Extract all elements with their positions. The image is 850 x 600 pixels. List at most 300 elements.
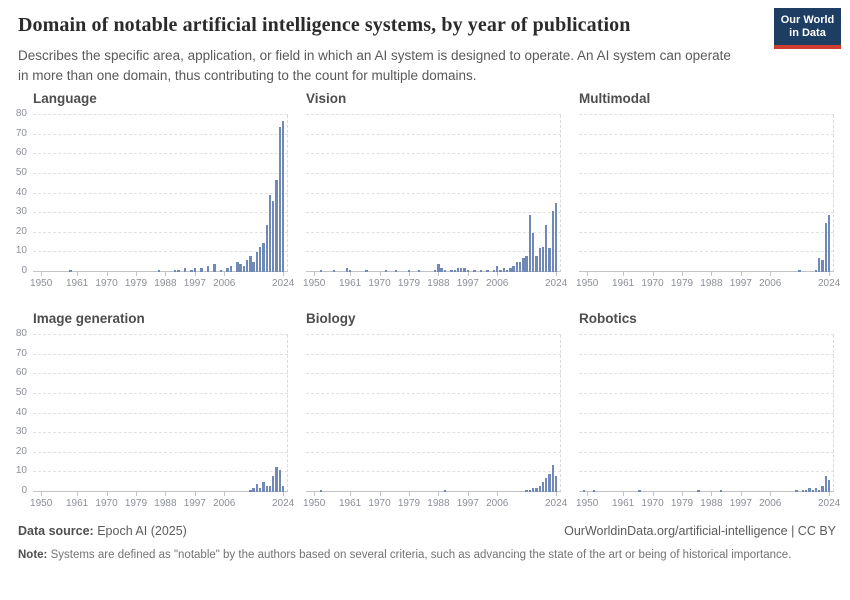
y-tick-label-60: 60 [15, 367, 27, 379]
bar-vision-2022 [548, 248, 550, 272]
x-tick-label-1997: 1997 [456, 498, 479, 509]
x-tick-label-2024: 2024 [271, 278, 295, 289]
axis-tick-2024 [283, 272, 284, 276]
bar-vision-1996 [463, 268, 465, 272]
axis-tick-2006 [770, 492, 771, 496]
chart-subtitle: Describes the specific area, application, or field in which an AI system is designed to operate. An AI system can operate in more than one domain, thus contributing to the count for multiple domains. [18, 48, 731, 83]
axis-tick-1950 [587, 492, 588, 496]
bar-image-generation-2016 [256, 484, 258, 492]
axis-tick-1997 [468, 272, 469, 276]
bar-biology-2022 [548, 474, 550, 492]
x-tick-label-2006: 2006 [213, 498, 236, 509]
bar-vision-2016 [529, 215, 531, 272]
plot-area-multimodal [576, 115, 841, 289]
axis-baseline [579, 271, 834, 272]
gridline-y40 [306, 413, 561, 414]
axis-tick-1950 [41, 272, 42, 276]
panel-image-generation [15, 311, 295, 513]
panels-grid [15, 91, 841, 513]
bar-vision-1993 [454, 270, 456, 272]
gridline-y10 [33, 471, 288, 472]
gridline-y60 [579, 373, 834, 374]
bar-image-generation-2017 [259, 488, 261, 492]
axis-tick-1997 [195, 492, 196, 496]
axis-tick-1997 [468, 492, 469, 496]
bar-vision-1990 [444, 270, 446, 272]
axis-tick-1979 [409, 492, 410, 496]
bar-language-2001 [207, 266, 209, 272]
bar-language-1991 [174, 270, 176, 272]
axis-tick-1950 [41, 492, 42, 496]
axis-baseline [306, 491, 561, 492]
axis-tick-2024 [283, 492, 284, 496]
footer [18, 524, 836, 563]
axis-tick-1950 [587, 272, 588, 276]
x-tick-label-1961: 1961 [339, 278, 362, 289]
x-tick-label-1950: 1950 [303, 278, 326, 289]
bar-vision-1989 [440, 268, 442, 272]
gridline-y60 [33, 373, 288, 374]
plot-right-edge [833, 115, 834, 272]
y-tick-label-70: 70 [15, 127, 27, 139]
axis-tick-1961 [350, 272, 351, 276]
gridline-y80 [579, 114, 834, 115]
y-tick-label-50: 50 [15, 386, 27, 398]
axis-tick-1950 [314, 272, 315, 276]
gridline-y30 [33, 432, 288, 433]
gridline-y60 [306, 153, 561, 154]
gridline-y10 [306, 471, 561, 472]
axis-tick-1970 [653, 492, 654, 496]
gridline-y70 [579, 134, 834, 135]
bar-vision-1960 [346, 268, 348, 272]
footer-link[interactable]: OurWorldinData.org/artificial-intelligence | CC BY [564, 524, 836, 538]
x-tick-label-1979: 1979 [397, 498, 421, 509]
bar-vision-2015 [525, 256, 527, 272]
x-tick-label-1988: 1988 [154, 278, 177, 289]
bar-language-1986 [158, 270, 160, 272]
panel-title-image-generation: Image generation [33, 311, 145, 326]
y-tick-label-70: 70 [15, 347, 27, 359]
bar-vision-1999 [473, 270, 475, 272]
bar-language-2011 [239, 264, 241, 272]
x-tick-label-1979: 1979 [124, 498, 148, 509]
gridline-y40 [306, 193, 561, 194]
axis-tick-1988 [165, 492, 166, 496]
bar-multimodal-2024 [828, 215, 830, 272]
bar-vision-1997 [467, 270, 469, 272]
gridline-y50 [306, 173, 561, 174]
x-tick-label-1970: 1970 [641, 498, 664, 509]
bar-language-2019 [266, 225, 268, 272]
bar-vision-1956 [333, 270, 335, 272]
bar-biology-1990 [444, 490, 446, 492]
y-tick-label-20: 20 [15, 445, 27, 457]
x-tick-label-1997: 1997 [183, 498, 206, 509]
bar-vision-2017 [532, 233, 534, 272]
bar-vision-2003 [486, 270, 488, 272]
data-source-value: Epoch AI (2025) [93, 524, 187, 538]
gridline-y50 [33, 393, 288, 394]
bar-image-generation-2015 [252, 488, 254, 492]
x-tick-label-1997: 1997 [456, 278, 479, 289]
bar-language-1992 [177, 270, 179, 272]
axis-tick-2006 [224, 272, 225, 276]
bar-image-generation-2020 [269, 486, 271, 492]
logo-text [781, 14, 835, 40]
bar-robotics-2022 [821, 486, 823, 492]
gridline-y20 [33, 232, 288, 233]
bar-multimodal-2021 [818, 258, 820, 272]
bar-robotics-2016 [802, 490, 804, 492]
x-tick-label-1970: 1970 [95, 498, 118, 509]
bar-robotics-2018 [808, 488, 810, 492]
x-tick-label-1961: 1961 [66, 278, 89, 289]
bar-vision-2018 [535, 256, 537, 272]
x-tick-label-1997: 1997 [183, 278, 206, 289]
bar-image-generation-2023 [279, 470, 281, 492]
plot-area-language [15, 108, 295, 289]
gridline-y20 [306, 232, 561, 233]
gridline-y60 [306, 373, 561, 374]
axis-tick-2024 [829, 492, 830, 496]
bar-multimodal-2023 [825, 223, 827, 272]
bar-vision-2007 [499, 270, 501, 272]
y-tick-label-50: 50 [15, 166, 27, 178]
bar-language-2021 [272, 201, 274, 272]
bar-vision-1972 [385, 270, 387, 272]
x-tick-label-1970: 1970 [95, 278, 118, 289]
y-tick-label-40: 40 [15, 406, 27, 418]
x-tick-label-1988: 1988 [700, 278, 723, 289]
gridline-y40 [33, 413, 288, 414]
bar-biology-2023 [552, 465, 554, 492]
gridline-y60 [33, 153, 288, 154]
gridline-y50 [33, 173, 288, 174]
gridline-y80 [306, 334, 561, 335]
bar-language-1996 [190, 270, 192, 272]
gridline-y50 [579, 393, 834, 394]
gridline-y10 [579, 471, 834, 472]
bar-vision-1975 [395, 270, 397, 272]
bar-image-generation-2022 [275, 467, 277, 493]
bar-robotics-1984 [697, 490, 699, 492]
y-tick-label-80: 80 [15, 108, 27, 119]
owid-logo[interactable] [774, 8, 841, 49]
gridline-y10 [306, 251, 561, 252]
data-source [18, 524, 187, 538]
panel-title-vision: Vision [306, 91, 347, 106]
bar-vision-2013 [519, 262, 521, 272]
bar-biology-1952 [320, 490, 322, 492]
bar-language-2008 [230, 266, 232, 272]
bar-robotics-1952 [593, 490, 595, 492]
panel-vision [303, 91, 568, 293]
axis-tick-1997 [741, 492, 742, 496]
y-tick-label-40: 40 [15, 186, 27, 198]
bar-robotics-2017 [805, 490, 807, 492]
x-tick-label-1988: 1988 [154, 498, 177, 509]
data-source-label: Data source: [18, 524, 94, 538]
x-tick-label-1950: 1950 [30, 278, 53, 289]
y-tick-label-30: 30 [15, 426, 27, 438]
bar-biology-2017 [532, 488, 534, 492]
y-tick-label-60: 60 [15, 147, 27, 159]
gridline-y10 [579, 251, 834, 252]
axis-tick-1979 [682, 272, 683, 276]
axis-tick-1950 [314, 492, 315, 496]
gridline-y80 [579, 334, 834, 335]
bar-language-2022 [275, 180, 277, 272]
x-tick-label-1970: 1970 [641, 278, 664, 289]
bar-language-2014 [249, 256, 251, 272]
gridline-y30 [579, 212, 834, 213]
axis-tick-1970 [107, 492, 108, 496]
axis-tick-1988 [711, 272, 712, 276]
axis-tick-1979 [682, 492, 683, 496]
bar-language-2018 [262, 243, 264, 272]
bar-vision-2024 [555, 203, 557, 272]
axis-tick-1988 [711, 492, 712, 496]
bar-image-generation-2018 [262, 482, 264, 492]
plot-area-robotics [576, 335, 841, 509]
bar-vision-1982 [418, 270, 420, 272]
bar-language-2024 [282, 121, 284, 272]
bar-biology-2024 [555, 476, 557, 492]
x-tick-label-2024: 2024 [817, 278, 841, 289]
gridline-y20 [33, 452, 288, 453]
gridline-y20 [579, 232, 834, 233]
gridline-y70 [33, 354, 288, 355]
gridline-y40 [33, 193, 288, 194]
bar-vision-1966 [365, 270, 367, 272]
plot-right-edge [287, 115, 288, 272]
gridline-y60 [579, 153, 834, 154]
bar-image-generation-2019 [266, 486, 268, 492]
bar-language-1997 [194, 268, 196, 272]
bar-image-generation-2024 [282, 486, 284, 492]
bar-robotics-1991 [720, 490, 722, 492]
note-text: Systems are defined as "notable" by the authors based on several criteria, such as advancing the state of the art or being of historical importance. [47, 549, 792, 561]
x-tick-label-2006: 2006 [213, 278, 236, 289]
x-tick-label-2024: 2024 [544, 278, 568, 289]
x-tick-label-1950: 1950 [30, 498, 53, 509]
x-tick-label-1961: 1961 [612, 278, 635, 289]
gridline-y10 [33, 251, 288, 252]
bar-biology-2015 [525, 490, 527, 492]
bar-vision-1994 [457, 268, 459, 272]
x-tick-label-1988: 1988 [427, 278, 450, 289]
bar-biology-2016 [529, 490, 531, 492]
panel-title-robotics: Robotics [579, 311, 637, 326]
bar-vision-2023 [552, 211, 554, 272]
x-tick-label-2006: 2006 [759, 278, 782, 289]
panel-title-language: Language [33, 91, 97, 106]
y-tick-label-0: 0 [21, 265, 27, 276]
bar-robotics-2019 [812, 490, 814, 492]
bar-vision-1979 [408, 270, 410, 272]
axis-tick-2006 [770, 272, 771, 276]
x-tick-label-2006: 2006 [486, 498, 509, 509]
bar-language-1999 [200, 268, 202, 272]
plot-area-vision [303, 115, 568, 289]
bar-vision-2006 [496, 266, 498, 272]
logo-line1: Our World [780, 13, 835, 26]
bar-language-2005 [220, 270, 222, 272]
axis-tick-2024 [556, 272, 557, 276]
axis-tick-1970 [380, 492, 381, 496]
axis-tick-1997 [741, 272, 742, 276]
bar-biology-2018 [535, 488, 537, 492]
axis-tick-2006 [224, 492, 225, 496]
y-tick-label-10: 10 [15, 465, 27, 477]
chart-title: Domain of notable artificial intelligence systems, by year of publication [18, 14, 631, 36]
bar-language-2015 [252, 262, 254, 272]
axis-tick-1979 [409, 272, 410, 276]
x-tick-label-2006: 2006 [486, 278, 509, 289]
axis-tick-1988 [438, 492, 439, 496]
bar-language-2020 [269, 195, 271, 272]
gridline-y70 [306, 354, 561, 355]
plot-right-edge [560, 335, 561, 492]
bar-language-2007 [226, 268, 228, 272]
bar-biology-2021 [545, 478, 547, 492]
x-tick-label-1950: 1950 [576, 498, 599, 509]
gridline-y20 [579, 452, 834, 453]
bar-vision-2001 [480, 270, 482, 272]
bar-robotics-1949 [583, 490, 585, 492]
gridline-y50 [306, 393, 561, 394]
gridline-y70 [33, 134, 288, 135]
gridline-y30 [33, 212, 288, 213]
panel-title-biology: Biology [306, 311, 356, 326]
source-row [18, 524, 836, 538]
bar-image-generation-2014 [249, 490, 251, 492]
plot-area-image-generation [15, 328, 295, 509]
bar-vision-1995 [460, 268, 462, 272]
bar-vision-2012 [516, 262, 518, 272]
x-tick-label-1979: 1979 [670, 278, 694, 289]
axis-tick-1961 [77, 272, 78, 276]
bar-language-2003 [213, 264, 215, 272]
bar-vision-2019 [539, 248, 541, 272]
gridline-y20 [306, 452, 561, 453]
bar-robotics-1966 [638, 490, 640, 492]
bar-multimodal-2020 [815, 270, 817, 272]
axis-tick-2006 [497, 272, 498, 276]
bar-vision-2009 [506, 270, 508, 272]
y-tick-label-20: 20 [15, 225, 27, 237]
bar-language-2017 [259, 247, 261, 273]
bar-language-2023 [279, 127, 281, 272]
axis-tick-1988 [165, 272, 166, 276]
bar-language-2016 [256, 252, 258, 272]
bar-vision-2014 [522, 258, 524, 272]
gridline-y70 [579, 354, 834, 355]
axis-tick-1979 [136, 492, 137, 496]
x-tick-label-1988: 1988 [700, 498, 723, 509]
bar-vision-2021 [545, 225, 547, 272]
bar-robotics-2020 [815, 488, 817, 492]
panel-language [15, 91, 295, 293]
bar-robotics-2024 [828, 480, 830, 492]
logo-line2: in Data [789, 26, 826, 39]
gridline-y40 [579, 413, 834, 414]
panel-robotics [576, 311, 841, 513]
bar-language-1994 [184, 268, 186, 272]
gridline-y80 [33, 114, 288, 115]
gridline-y80 [306, 114, 561, 115]
gridline-y30 [306, 212, 561, 213]
axis-tick-1970 [107, 272, 108, 276]
x-tick-label-1997: 1997 [729, 498, 752, 509]
axis-tick-1997 [195, 272, 196, 276]
plot-right-edge [560, 115, 561, 272]
x-tick-label-1961: 1961 [66, 498, 89, 509]
bar-robotics-2014 [795, 490, 797, 492]
bar-language-2013 [246, 260, 248, 272]
note-label: Note: [18, 549, 48, 561]
y-tick-label-10: 10 [15, 245, 27, 257]
axis-tick-1988 [438, 272, 439, 276]
axis-tick-1961 [623, 272, 624, 276]
plot-right-edge [833, 335, 834, 492]
bar-biology-2020 [542, 482, 544, 492]
bar-language-2010 [236, 262, 238, 272]
panel-biology [303, 311, 568, 513]
x-tick-label-1979: 1979 [670, 498, 694, 509]
axis-tick-2006 [497, 492, 498, 496]
axis-tick-2024 [556, 492, 557, 496]
gridline-y50 [579, 173, 834, 174]
bar-vision-1961 [349, 270, 351, 272]
x-tick-label-1997: 1997 [729, 278, 752, 289]
x-tick-label-2024: 2024 [544, 498, 568, 509]
gridline-y30 [306, 432, 561, 433]
x-tick-label-1970: 1970 [368, 498, 391, 509]
gridline-y30 [579, 432, 834, 433]
panel-title-multimodal: Multimodal [579, 91, 651, 106]
bar-vision-2005 [493, 270, 495, 272]
x-tick-label-1979: 1979 [124, 278, 148, 289]
axis-tick-1961 [350, 492, 351, 496]
bar-language-1959 [69, 270, 71, 272]
plot-area-biology [303, 335, 568, 509]
x-tick-label-1979: 1979 [397, 278, 421, 289]
x-tick-label-2006: 2006 [759, 498, 782, 509]
gridline-y70 [306, 134, 561, 135]
x-tick-label-2024: 2024 [817, 498, 841, 509]
bar-robotics-2023 [825, 476, 827, 492]
x-tick-label-1970: 1970 [368, 278, 391, 289]
axis-tick-2024 [829, 272, 830, 276]
bar-vision-1988 [437, 264, 439, 272]
x-tick-label-1950: 1950 [303, 498, 326, 509]
gridline-y40 [579, 193, 834, 194]
bar-multimodal-2022 [821, 260, 823, 272]
bar-vision-2011 [512, 266, 514, 272]
bar-vision-1992 [450, 270, 452, 272]
axis-tick-1970 [380, 272, 381, 276]
bar-biology-2019 [539, 486, 541, 492]
bar-multimodal-2015 [798, 270, 800, 272]
axis-tick-1970 [653, 272, 654, 276]
plot-right-edge [287, 335, 288, 492]
bar-vision-1952 [320, 270, 322, 272]
x-tick-label-1988: 1988 [427, 498, 450, 509]
bar-vision-2008 [503, 268, 505, 272]
x-tick-label-2024: 2024 [271, 498, 295, 509]
